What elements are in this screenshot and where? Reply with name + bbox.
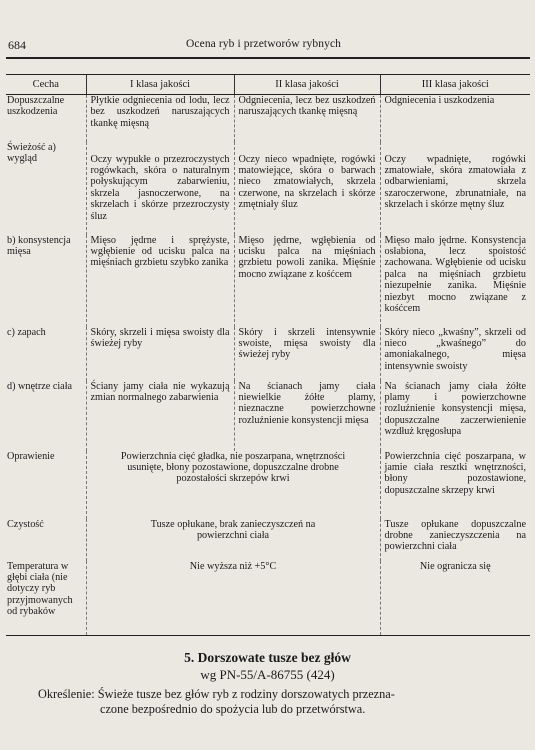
feature-cell: Oprawienie [7, 450, 55, 462]
class-2-cell: Skóry i skrzeli intensywnie swoiste, mięsa swoisty dla świeżej ryby [234, 327, 380, 381]
table-row [6, 561, 530, 636]
definition-line: czone bezpośrednio do spożycia lub do przetwórstwa. [100, 702, 366, 716]
table-row [6, 327, 530, 381]
class-1-2-cell: Nie wyższa niż +5°C [86, 561, 380, 636]
table-row [6, 451, 530, 519]
class-2-cell: Na ścianach jamy ciała niewielkie żółte plamy, nieznaczne powierzchowne rozluźnienie konsystencji mięsa [234, 381, 380, 451]
definition-line: Określenie: Świeże tusze bez głów ryb z rodziny dorszowatych przezna- [38, 687, 395, 701]
class-3-cell: Na ścianach jamy ciała żółte plamy i powierzchowne rozluźnienie konsystencji mięsa, dopuszczalne zaczerwienienie wzdłuż kręgosłupa [380, 381, 530, 451]
column-header-cecha: Cecha [6, 75, 86, 95]
page-number: 684 [8, 38, 26, 52]
table-row [6, 381, 530, 451]
class-3-cell: Mięso mało jędrne. Konsystencja osłabiona, lecz spoistość zachowana. Wgłębienie od ucisku palca na mięśniach grzbietu niezupełnie zanika. Mięśnie niezbyt mocno związane z kośćcem [380, 235, 530, 327]
class-2-cell: Odgniecenia, lecz bez uszkodzeń naruszających tkankę mięsną [234, 95, 380, 142]
quality-classes-table [6, 74, 530, 636]
class-1-2-cell: Tusze opłukane, brak zanieczyszczeń na powierzchni ciała [86, 519, 380, 561]
class-1-cell: Ściany jamy ciała nie wykazują zmian normalnego zabarwienia [86, 381, 234, 451]
table-row [6, 235, 530, 327]
section-title: 5. Dorszowate tusze bez głów [184, 650, 351, 665]
feature-cell: Czystość [7, 518, 44, 530]
class-1-cell: Oczy wypukłe o przezroczystych rogówkach, skóra o naturalnym połyskującym zabarwieniu, skrzela jasnoczerwone, na skrzelach i skórze przezroczysty śluz [86, 142, 234, 235]
class-1-cell: Mięso jędrne i sprężyste, wgłębienie od ucisku palca na mięśniach grzbietu szybko zanika [86, 235, 234, 327]
class-3-cell: Powierzchnia cięć poszarpana, w jamie ciała resztki wnętrzności, błony pozostawione, dopuszczalne skrzepy krwi [380, 451, 530, 519]
running-title: Ocena ryb i przetworów rybnych [186, 38, 341, 50]
class-3-cell: Skóry nieco „kwaśny”, skrzeli od nieco „kwaśnego” do amoniakalnego, mięsa intensywnie swoisty [380, 327, 530, 381]
class-2-cell: Mięso jędrne, wgłębienia od ucisku palca na mięśniach grzbietu powoli zanika. Mięśnie mocno związane z kośćcem [234, 235, 380, 327]
class-1-cell: Płytkie odgniecenia od lodu, lecz bez uszkodzeń naruszających tkankę mięsną [86, 95, 234, 142]
table-row [6, 142, 530, 235]
class-3-cell: Oczy wpadnięte, rogówki zmatowiałe, skóra zmatowiała z odbarwieniami, skrzela szaroczerwone, zbrunatniałe, na skrzelach i skórze mętny śluz [380, 142, 530, 235]
feature-cell: Dopuszczalne uszkodzenia [7, 95, 65, 118]
class-1-cell: Skóry, skrzeli i mięsa swoisty dla świeżej ryby [86, 327, 234, 381]
header-rule [6, 57, 530, 59]
feature-cell: c) zapach [7, 326, 46, 338]
feature-cell: d) wnętrze ciała [7, 380, 73, 392]
column-header-class-1: I klasa jakości [86, 75, 234, 95]
section-subtitle: wg PN-55/A-86755 (424) [200, 667, 335, 682]
class-1-2-cell: Powierzchnia cięć gładka, nie poszarpana, wnętrzności usunięte, błony pozostawione, dopuszczalne drobne pozostałości skrzepów krwi [86, 451, 380, 519]
feature-cell: b) konsystencja mięsa [7, 234, 71, 257]
feature-cell: Temperatura w głębi ciała (nie dotyczy ryb przyjmowanych od rybaków [6, 561, 86, 636]
class-3-cell: Odgniecenia i uszkodzenia [380, 95, 530, 142]
table-row [6, 95, 530, 142]
table-header-row [6, 75, 530, 95]
column-header-class-2: II klasa jakości [234, 75, 380, 95]
class-3-cell: Nie ogranicza się [380, 561, 530, 636]
class-3-cell: Tusze opłukane dopuszczalne drobne zanieczyszczenia na powierzchni ciała [380, 519, 530, 561]
page-header [8, 38, 528, 54]
table-row [6, 519, 530, 561]
column-header-class-3: III klasa jakości [380, 75, 530, 95]
definition-paragraph [38, 687, 516, 717]
class-2-cell: Oczy nieco wpadnięte, rogówki matowiejące, skóra o barwach nieco zmatowiałych, skrzela czerwone, na skrzelach i skórze zmętniały śluz [234, 142, 380, 235]
feature-cell: Świeżość a) wygląd [7, 141, 56, 164]
